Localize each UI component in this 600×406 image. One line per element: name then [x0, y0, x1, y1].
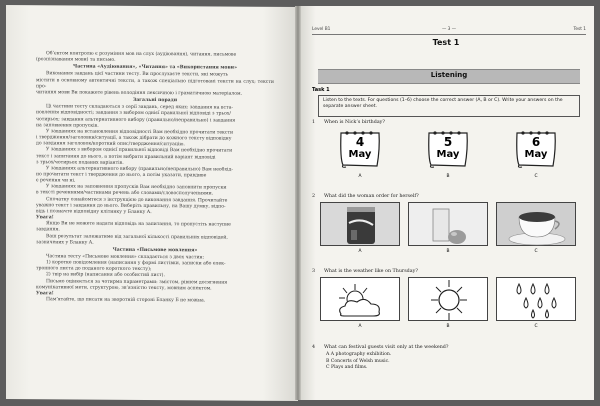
answer-4a: A A photography exhibition.	[326, 352, 392, 357]
text-line: (розпізнавання мови) та письмо.	[36, 57, 116, 63]
question-4: 4 What can festival guests visit only at the weekend?	[312, 345, 449, 350]
text-line: комунікативної мети, структурою, зв’язністю тексту, мовним аспектом.	[36, 284, 212, 292]
section-heading: Частина «Письмове мовлення»	[112, 247, 198, 254]
page-number: — 3 —	[441, 27, 457, 32]
text-line: Якщо Ви не можете надати відповідь на запитання, то пропустіть наступне	[46, 221, 231, 228]
option-2b: B	[408, 202, 488, 252]
option-3b: B	[408, 277, 488, 327]
text-line: У завданнях альтернативного вибору (правильно/неправильно) Вам необхід-	[46, 166, 233, 173]
rain-drops-icon	[496, 277, 576, 321]
section-heading: Частина «Аудіювання», «Читання» та «Використання мови»	[73, 64, 237, 71]
text-line: Частина тесту «Письмове мовлення» складається з двох частин:	[46, 254, 205, 261]
section-heading: Загальні поради	[132, 97, 178, 104]
text-line: но прочитати текст і твердження до нього, а потім указати, правдиве	[36, 172, 207, 179]
text-line: Об’єктом контролю є розуміння мов на слух (аудіювання), читання, письмове	[46, 51, 237, 58]
option-3c: C	[496, 277, 576, 327]
question-4-text: What can festival guests visit only at the weekend?	[324, 345, 449, 350]
text-line: читання мови Ви покажете рівень володіння лексичною і граматичною матеріалом.	[36, 90, 243, 97]
option-1c: 6 May C	[496, 127, 576, 177]
text-line: з трьох/чотирьох поданих варіантів.	[36, 159, 124, 166]
text-line: 2) твір на вибір (написання або особистий лист).	[46, 272, 165, 279]
question-1: 1 When is Nick’s birthday?	[312, 120, 385, 125]
option-1b: 5 May B	[408, 127, 488, 177]
section-band	[318, 69, 580, 84]
text-line: завдання.	[36, 227, 60, 233]
cola-can-photo	[320, 202, 400, 246]
text-line: новлення відповідності; завдання з вибором однієї правильної відповіді з трьох/	[36, 110, 231, 117]
text-line: містити в основному автентичні тексти, а також спеціально підготовані тексти на слух; тексти про-	[36, 77, 274, 90]
option-2a: A	[320, 202, 400, 252]
test-label: Test 1	[573, 27, 586, 32]
text-line: відь і позначте відповідну клітинку у Бланку А.	[36, 209, 152, 215]
answer-4b: B Concerts of Welsh music.	[326, 358, 390, 364]
text-line: текст і запитання до нього, а потім вибрати правильний варіант відповіді	[36, 153, 216, 160]
text-line: Письмо оцінюється за чотирма параметрами: змістом, рівнем досягнення	[46, 278, 228, 286]
text-line: Увага!	[36, 291, 54, 297]
sun-icon	[408, 277, 488, 321]
question-3: 3 What is the weather like on Thursday?	[312, 269, 418, 274]
option-1a: 4 May A	[320, 127, 400, 177]
text-line: Ці частини тесту складаються з серії завдань, серед яких: завдання на вста-	[46, 104, 233, 111]
task-title: Task 1	[312, 87, 330, 93]
text-line: Ваш результат залежатиме від загальної кількості правильних відповідей,	[46, 233, 228, 241]
text-line: Пам’ятайте, що писати на зворотній стороні Бланку Б не можна.	[46, 297, 206, 304]
book-spine	[295, 6, 301, 400]
question-2: 2 What did the woman order for herself?	[312, 194, 419, 199]
text-line: 1) коротке повідомлення (написання у формі листівки, записки або елек-	[46, 260, 226, 267]
text-line: Увага!	[36, 215, 54, 221]
text-line: до завдання заголовок/короткий опис/твердження/ситуацію.	[36, 141, 185, 148]
text-line: уважно текст і завдання до нього. Виберіть правильну, на Вашу думку, відпо-	[36, 202, 226, 210]
page-header	[312, 27, 586, 35]
text-line: У завданнях з вибором однієї правильної відповіді Вам необхідно прочитати	[46, 147, 233, 154]
question-2-text: What did the woman order for herself?	[324, 194, 419, 199]
text-line: Виконання завдань цієї частини тесту. Ви прослухаєте тексти, які можуть	[46, 71, 228, 78]
text-line: У завданнях на заповнення пропусків Вам необхідно заповнити пропуски	[46, 184, 227, 191]
instructions-box: Listen to the texts. For questions (1–6) choose the correct answer (A, B or C). Write your answers on the separate answer sheet.	[318, 95, 580, 117]
text-line: в тексті реченнями/частинами речень або словами/словосполученнями.	[36, 190, 214, 197]
option-2c: C	[496, 202, 576, 252]
text-line: зазначених у Бланку А.	[36, 239, 94, 246]
text-line: У завданнях на встановлення відповідності Вам необхідно прочитати тексти	[46, 129, 234, 136]
answer-4c: C Plays and films.	[326, 365, 368, 370]
text-line: чотирьох; завдання альтернативного вибору (правильно/неправильно) і завдання	[36, 116, 236, 124]
left-page	[6, 5, 298, 401]
text-line: Спочатку ознайомтеся з інструкцією до виконання завдання. Прочитайте	[46, 196, 228, 204]
text-line: і твердження/заголовки/ситуації, а також дібрати до кожного тексту відповідну	[36, 135, 232, 142]
right-page	[298, 6, 594, 400]
question-1-text: When is Nick’s birthday?	[324, 120, 385, 125]
sun-and-cloud-icon	[320, 277, 400, 321]
level-label: Level B1	[312, 27, 331, 32]
section-title: Listening	[430, 71, 468, 79]
question-4-answers	[326, 352, 391, 372]
page-title: Test 1	[432, 38, 460, 47]
option-3a: A	[320, 277, 400, 327]
text-line: на заповнення пропусків.	[36, 122, 99, 129]
left-page-text	[36, 51, 274, 305]
text-line: тронного листа до поданого короткого тексту);	[36, 266, 152, 273]
question-3-text: What is the weather like on Thursday?	[324, 269, 418, 274]
tea-cup-photo	[496, 202, 576, 246]
open-book	[6, 6, 594, 400]
text-line: є речення чи ні.	[36, 178, 76, 184]
water-and-apple-photo	[408, 202, 488, 246]
